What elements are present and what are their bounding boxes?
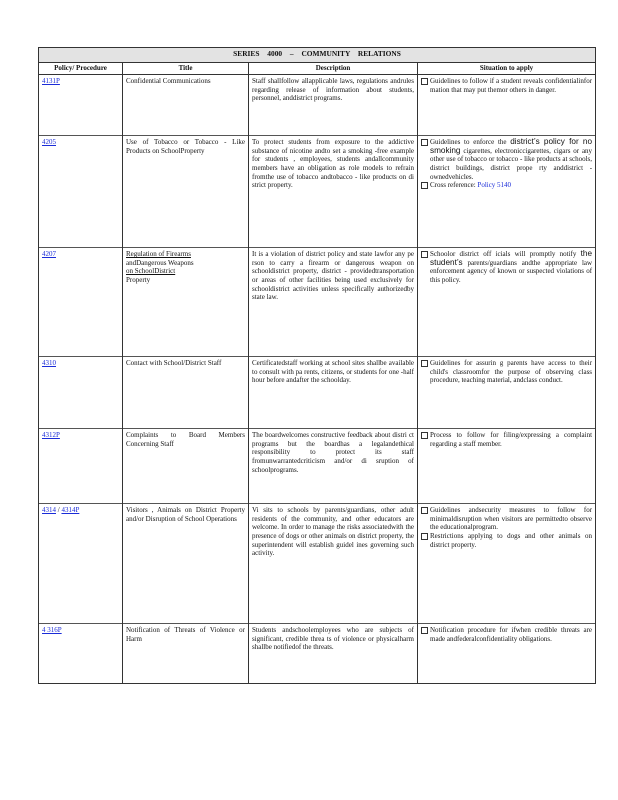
policy-description: Certificatedstaff working at school sites shallbe available to consult with pa rents, citizens, or students for one -half hour before andafter the schoolday. (249, 357, 418, 429)
checkbox-bullet-icon (421, 182, 428, 189)
policy-title: Regulation of Firearms andDangerous Weapons on SchoolDistrict Property (123, 248, 249, 357)
situation-item: Cross reference: Policy 5140 (421, 181, 592, 190)
table-row (39, 357, 596, 429)
situation-item: Schoolor district off icials will promptly notify the student’s parents/guardians andthe appropriate law enforcement agency of known or suspected violations of this policy. (421, 250, 592, 284)
checkbox-bullet-icon (421, 507, 428, 514)
policy-description: To protect students from exposure to the addictive substance of nicotine andto set a smoking -free example for students , employees, students andallcommunity members have an obligation as role models to refrain fromthe use of tobacco andtobacco - like products on di strict property. (249, 136, 418, 248)
policy-description: Staff shallfollow allapplicable laws, regulations andrules regarding release of information about students, personnel, anddistrict programs. (249, 75, 418, 136)
policy-title: Confidential Communications (123, 75, 249, 136)
policy-description: Students andschoolemployees who are subjects of significant, credible threa ts of violence or physicalharm shallbe notifiedof the threats. (249, 624, 418, 684)
situation-item: Guidelines andsecurity measures to follow for minimaldisruption when visitors are permittedto observe the educationalprogram. (421, 506, 592, 532)
situation-item: Notification procedure for ifwhen credible threats are made andfederalconfidentiality obligations. (421, 626, 592, 643)
policy-title: Contact with School/District Staff (123, 357, 249, 429)
checkbox-bullet-icon (421, 251, 428, 258)
policy-description: The boardwelcomes constructive feedback about distri ct programs but the boardhas a legalandethical responsibility to protect its staff fromunwarrantedcriticism and/or di sruption of schoolprograms. (249, 429, 418, 504)
policy-link[interactable]: 4131P (42, 77, 60, 86)
policy-description: Vi sits to schools by parents/guardians, other adult residents of the community, and other educators are welcome. In order to manage the risks associatedwith the presence of dogs or other animals on district property, the superintendent will establish guidel ines governing such activity. (249, 504, 418, 624)
checkbox-bullet-icon (421, 627, 428, 634)
table-row (39, 429, 596, 504)
cross-reference-link[interactable]: Policy 5140 (477, 181, 512, 190)
header-policy: Policy/ Procedure (39, 62, 123, 75)
situation-item: Process to follow for filing/expressing a complaint regarding a staff member. (421, 431, 592, 448)
policy-link[interactable]: 4312P (42, 431, 60, 440)
checkbox-bullet-icon (421, 432, 428, 439)
situation-item: Guidelines for assurin g parents have access to their child's classroomfor the purpose of observing class procedure, teaching material, andclass conduct. (421, 359, 592, 385)
policy-title: Notification of Threats of Violence or Harm (123, 624, 249, 684)
header-situation: Situation to apply (418, 62, 596, 75)
checkbox-bullet-icon (421, 78, 428, 85)
policy-link[interactable]: 4314P (61, 506, 80, 515)
policy-document (38, 47, 595, 684)
series-heading: SERIES 4000 – COMMUNITY RELATIONS (39, 48, 596, 63)
policy-link[interactable]: 4 316P (42, 626, 62, 635)
header-title: Title (123, 62, 249, 75)
policy-link[interactable]: 4205 (42, 138, 56, 147)
checkbox-bullet-icon (421, 533, 428, 540)
table-row (39, 75, 596, 136)
table-row (39, 624, 596, 684)
policy-link[interactable]: 4310 (42, 359, 56, 368)
situation-item: Restrictions applying to dogs and other animals on district property. (421, 532, 592, 549)
policy-title: Complaints to Board Members Concerning Staff (123, 429, 249, 504)
table-row (39, 136, 596, 248)
table-header-row (39, 62, 596, 75)
policy-table (38, 47, 596, 684)
situation-item: Guidelines to follow if a student reveals confidentialinfor mation that may put themor others in danger. (421, 77, 592, 94)
policy-title: Visitors , Animals on District Property and/or Disruption of School Operations (123, 504, 249, 624)
policy-link[interactable]: 4314 (42, 506, 56, 515)
situation-item: Guidelines to enforce the district’s policy for no smoking cigarettes, electroniccigarettes, cigars or any other use of tobacco or tobacco - like products at schools, district buildings, district prope rty anddistrict - ownedvehicles. (421, 138, 592, 181)
table-row (39, 248, 596, 357)
policy-description: It is a violation of district policy and state lawfor any pe rson to carry a firearm or dangerous weapon on schooldistrict property, district - providedtransportation or areas of other facilities being used exclusively for schooldistrict activities unless specifically authorizedby state law. (249, 248, 418, 357)
checkbox-bullet-icon (421, 360, 428, 367)
policy-link[interactable]: 4207 (42, 250, 56, 259)
header-description: Description (249, 62, 418, 75)
checkbox-bullet-icon (421, 139, 428, 146)
table-row: 4314 / 4314P Visitors , Animals on District Property and/or Disruption of School Operations Vi sits to schools by parents/guardians, other adult residents of the community, and other educators are welcome. In order to manage the risks associatedwith the presence of dogs or other animals on district property, the superintendent will establish guidel ines governing such activity. Guidelines andsecurity measures to follow for minimaldisruption when visitors are permittedto observe the educationalprogram. Restrictions applying to dogs and other animals on district property. (39, 504, 596, 624)
policy-title: Use of Tobacco or Tobacco - Like Products on SchoolProperty (123, 136, 249, 248)
